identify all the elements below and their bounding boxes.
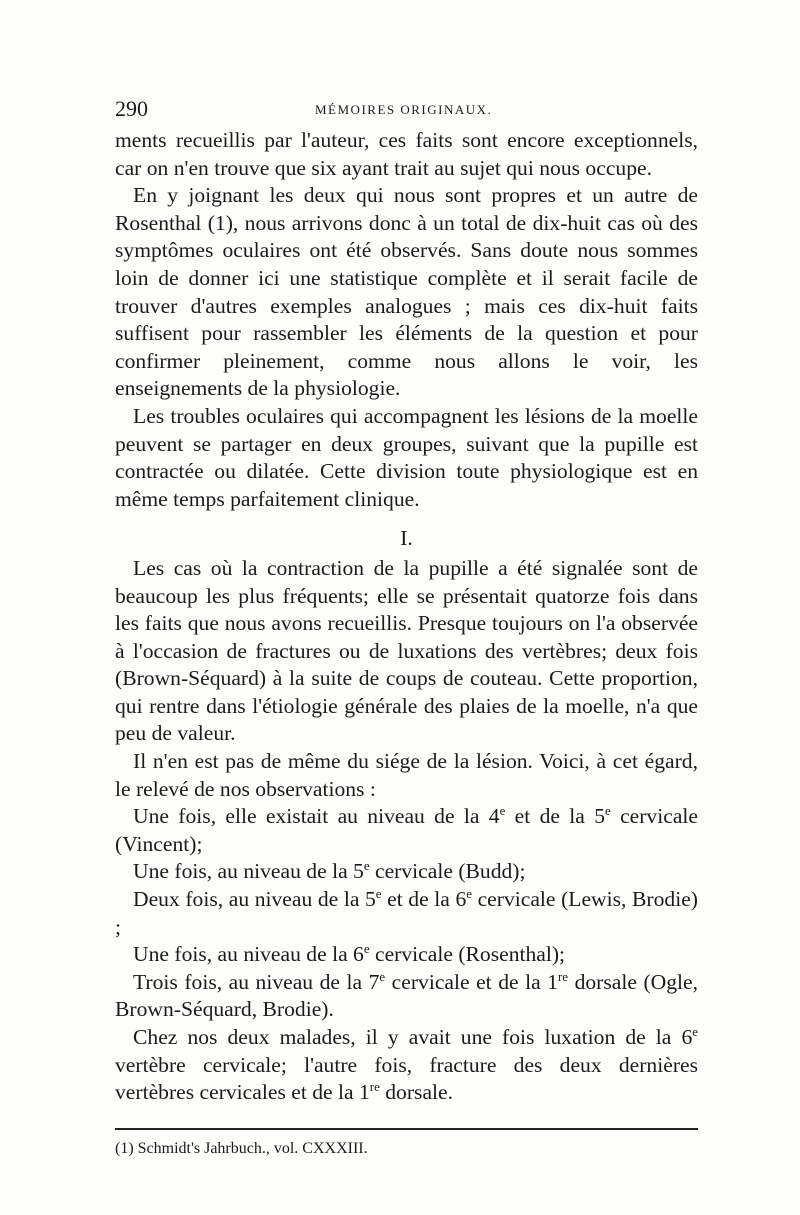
running-title: MÉMOIRES ORIGINAUX.: [315, 102, 493, 117]
paragraph-5: Il n'en est pas de même du siége de la lésion. Voici, à cet égard, le relevé de nos observations :: [115, 749, 698, 801]
list-item: Trois fois, au niveau de la 7e cervicale et de la 1re dorsale (Ogle, Brown-Séquard, Brodie).: [115, 968, 699, 1022]
paragraph-1: ments recueillis par l'auteur, ces faits sont encore exceptionnels, car on n'en trouve que six ayant trait au sujet qui nous occupe.: [115, 128, 698, 180]
list-item: Deux fois, au niveau de la 5e et de la 6e cervicale (Lewis, Brodie) ;: [115, 885, 698, 939]
paragraph-3: Les troubles oculaires qui accompagnent les lésions de la moelle peuvent se partager en deux groupes, suivant que la pupille est contractée ou dilatée. Cette division toute physiologique est en même temps parfaitement clinique.: [115, 403, 698, 511]
footnote-rule: [115, 1128, 698, 1130]
section-heading: I.: [400, 526, 413, 551]
paragraph-6: Chez nos deux malades, il y avait une fois luxation de la 6e vertèbre cervicale; l'autre fois, fracture des deux dernières vertèbres cervicales et de la 1re dorsale.: [115, 1023, 698, 1105]
paragraph-4: Les cas où la contraction de la pupille a été signalée sont de beaucoup les plus fréquents; elle se présentait quatorze fois dans les faits que nous avons recueillis. Presque toujours on l'a observée à l'occasion de fractures ou de luxations des vertèbres; deux fois (Brown-Séquard) à la suite de coups de couteau. Cette proportion, qui rentre dans l'étiologie générale des plaies de la moelle, n'a que peu de valeur.: [115, 555, 698, 746]
footnote: [115, 1139, 698, 1159]
body-text: [115, 127, 698, 1107]
list-item: Une fois, elle existait au niveau de la 4e et de la 5e cervicale (Vincent);: [115, 803, 698, 856]
page-number: 290: [115, 96, 148, 121]
footnote-text: (1) Schmidt's Jahrbuch., vol. CXXXIII.: [115, 1140, 368, 1157]
running-head: [115, 96, 698, 126]
list-item: Une fois, au niveau de la 6e cervicale (Rosenthal);: [133, 941, 566, 967]
paragraph-2: En y joignant les deux qui nous sont propres et un autre de Rosenthal (1), nous arrivons donc à un total de dix-huit cas où des symptômes oculaires ont été observés. Sans doute nous sommes loin de donner ici une statistique complète et il serait facile de trouver d'autres exemples analogues ; mais ces dix-huit faits suffisent pour rassembler les éléments de la question et pour confirmer pleinement, comme nous allons le voir, les enseignements de la physiologie.: [115, 183, 698, 401]
list-item: Une fois, au niveau de la 5e cervicale (Budd);: [133, 858, 526, 884]
